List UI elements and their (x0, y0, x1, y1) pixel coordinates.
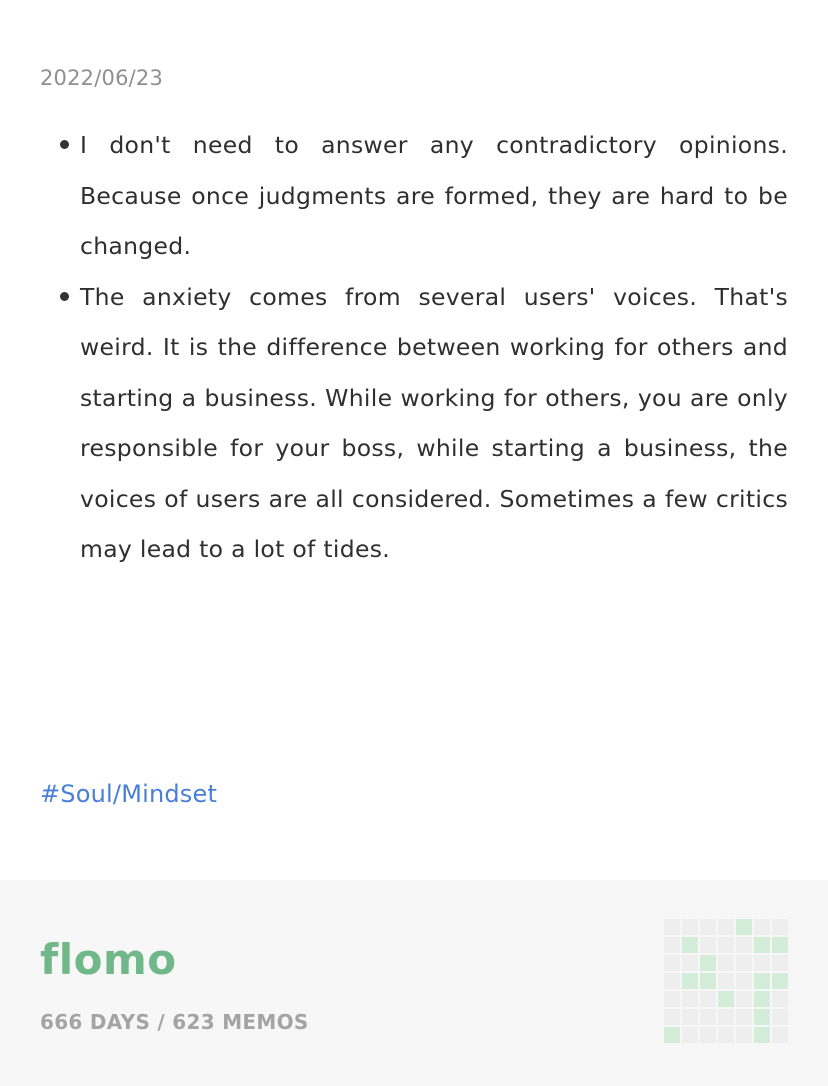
heatmap-cell (682, 919, 698, 935)
heatmap-cell (682, 955, 698, 971)
heatmap-cell (682, 1009, 698, 1025)
heatmap-cell (718, 955, 734, 971)
heatmap-cell (736, 937, 752, 953)
bullet-icon (60, 292, 69, 301)
heatmap-cell (772, 991, 788, 1007)
heatmap-cell (718, 937, 734, 953)
activity-heatmap-icon (664, 919, 788, 1043)
list-item (0, 120, 788, 272)
heatmap-cell (754, 919, 770, 935)
heatmap-cell (718, 919, 734, 935)
heatmap-cell (772, 1009, 788, 1025)
heatmap-cell (736, 991, 752, 1007)
heatmap-cell-active (700, 973, 716, 989)
heatmap-cell (682, 991, 698, 1007)
heatmap-cell (664, 1009, 680, 1025)
heatmap-cell (664, 955, 680, 971)
heatmap-cell (700, 1009, 716, 1025)
bullet-icon (60, 140, 69, 149)
heatmap-cell (700, 937, 716, 953)
heatmap-cell (664, 937, 680, 953)
heatmap-cell (664, 919, 680, 935)
heatmap-cell (700, 1027, 716, 1043)
heatmap-cell (664, 973, 680, 989)
heatmap-cell-active (682, 937, 698, 953)
memo-date: 2022/06/23 (40, 66, 164, 90)
usage-stats: 666 DAYS / 623 MEMOS (40, 1010, 309, 1034)
heatmap-cell-active (772, 937, 788, 953)
heatmap-cell (700, 991, 716, 1007)
heatmap-cell-active (736, 919, 752, 935)
heatmap-cell (718, 1027, 734, 1043)
heatmap-cell (772, 919, 788, 935)
memo-tag[interactable]: #Soul/Mindset (40, 780, 218, 808)
heatmap-cell-active (700, 955, 716, 971)
list-item-text: The anxiety comes from several users' voices. That's weird. It is the difference between working for others and starting a business. While working for others, you are only responsible for your boss, while starting a business, the voices of users are all considered. Sometimes a few critics may lead to a lot of tides. (80, 282, 788, 563)
heatmap-cell (772, 955, 788, 971)
heatmap-cell (754, 955, 770, 971)
heatmap-cell-active (754, 1009, 770, 1025)
heatmap-cell (700, 919, 716, 935)
heatmap-cell-active (754, 973, 770, 989)
list-item-text: I don't need to answer any contradictory opinions. Because once judgments are formed, they are hard to be changed. (80, 131, 788, 260)
heatmap-cell-active (664, 1027, 680, 1043)
heatmap-cell (664, 991, 680, 1007)
heatmap-cell-active (754, 937, 770, 953)
heatmap-cell-active (682, 973, 698, 989)
heatmap-cell (772, 1027, 788, 1043)
heatmap-cell-active (718, 991, 734, 1007)
heatmap-cell (736, 1009, 752, 1025)
heatmap-cell-active (754, 991, 770, 1007)
heatmap-cell (736, 1027, 752, 1043)
heatmap-cell (736, 955, 752, 971)
heatmap-cell (718, 1009, 734, 1025)
list-item (0, 272, 788, 575)
heatmap-cell-active (754, 1027, 770, 1043)
heatmap-cell (718, 973, 734, 989)
memo-list (0, 120, 788, 575)
brand-logo: flomo (40, 935, 177, 984)
heatmap-cell (736, 973, 752, 989)
heatmap-cell-active (772, 973, 788, 989)
heatmap-cell (682, 1027, 698, 1043)
card-footer (0, 880, 828, 1086)
